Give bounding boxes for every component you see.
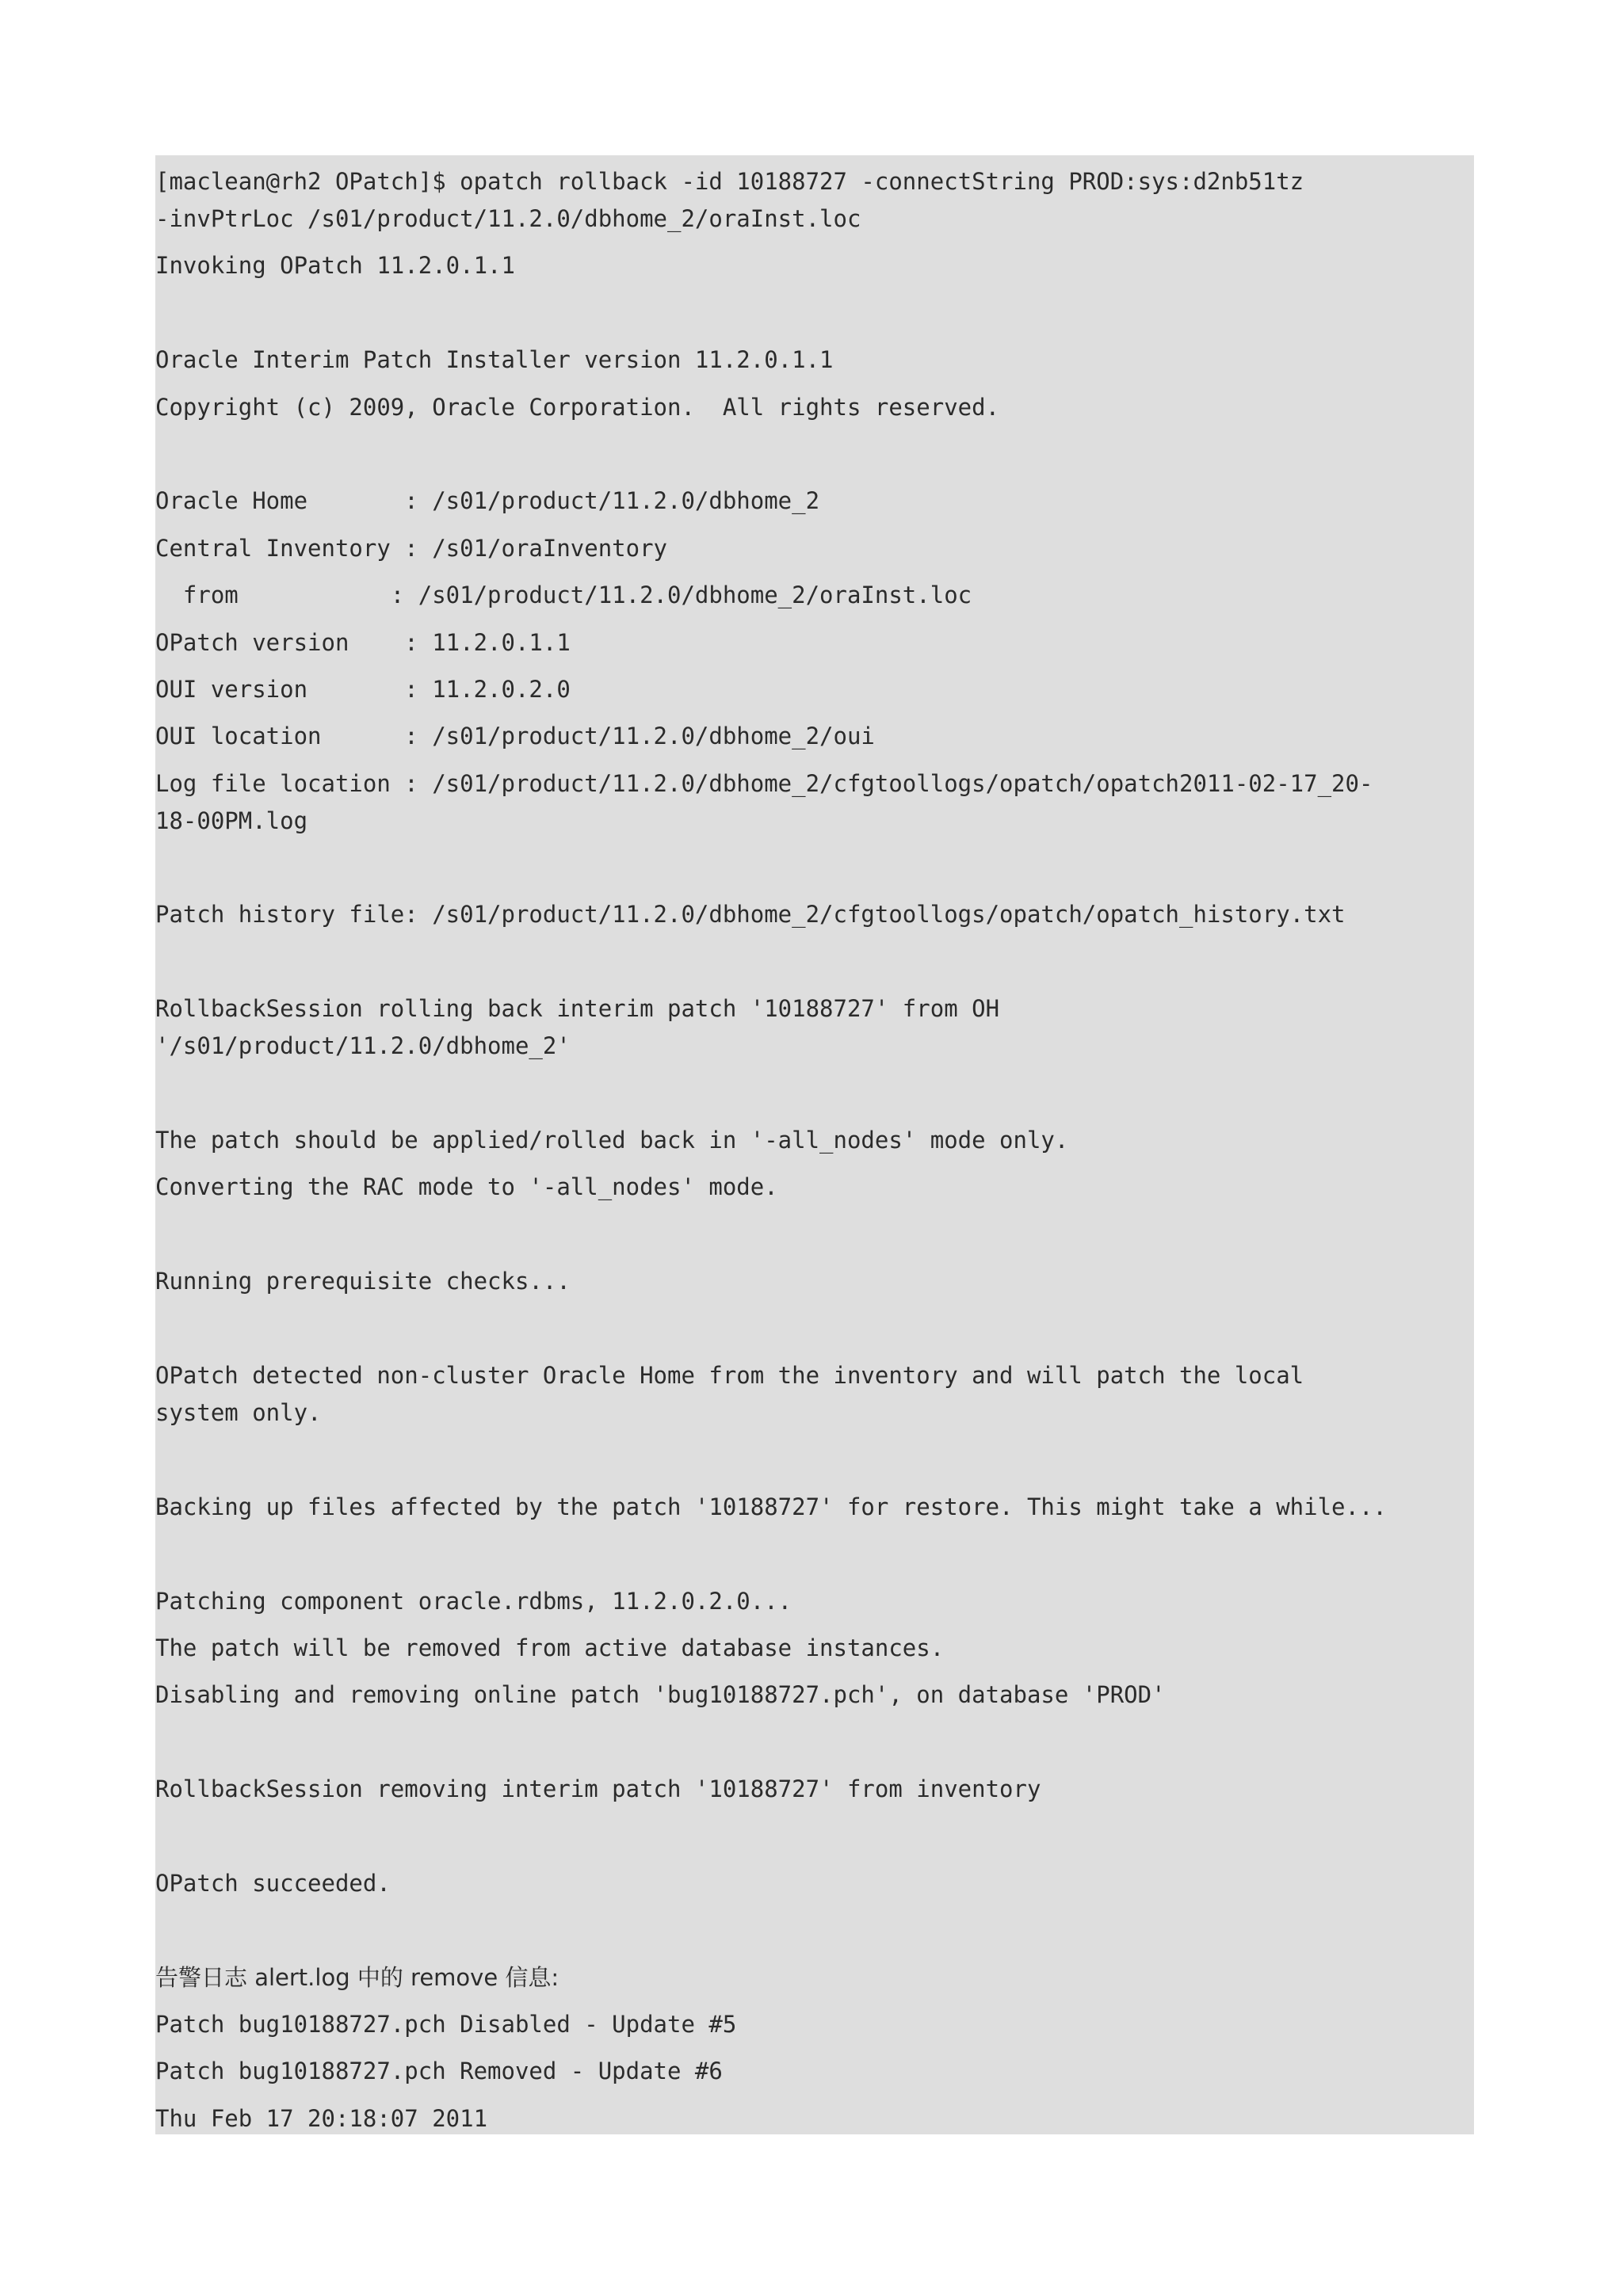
alert-log-heading: 告警日志 alert.log 中的 remove 信息:: [155, 1963, 559, 1991]
code-block: [155, 155, 1474, 2134]
code-line: OPatch succeeded.: [155, 1869, 391, 1897]
code-line: Patch bug10188727.pch Disabled - Update #5: [155, 2011, 737, 2039]
code-line: Copyright (c) 2009, Oracle Corporation. All rights reserved.: [155, 393, 1000, 421]
code-line: Central Inventory : /s01/oraInventory: [155, 534, 668, 562]
blank-line: [155, 1310, 1474, 1357]
code-line: Oracle Home : /s01/product/11.2.0/dbhome_2: [155, 487, 820, 515]
code-line: from : /s01/product/11.2.0/dbhome_2/oraInst.loc: [155, 582, 972, 609]
code-line: Patch history file: /s01/product/11.2.0/dbhome_2/cfgtoollogs/opatch/opatch_history.txt: [155, 901, 1346, 929]
code-line: Log file location : /s01/product/11.2.0/dbhome_2/cfgtoollogs/opatch/opatch2011-02-17_20-: [155, 769, 1373, 797]
code-line: '/s01/product/11.2.0/dbhome_2': [155, 1032, 571, 1060]
code-line: Converting the RAC mode to '-all_nodes' mode.: [155, 1173, 778, 1201]
code-line: OUI version : 11.2.0.2.0: [155, 675, 571, 703]
blank-line: [155, 1075, 1474, 1122]
code-line: [maclean@rh2 OPatch]$ opatch rollback -id 10188727 -connectString PROD:sys:d2nb51tz: [155, 168, 1304, 195]
code-line: Patching component oracle.rdbms, 11.2.0.2.0...: [155, 1587, 792, 1615]
code-line: OPatch version : 11.2.0.1.1: [155, 628, 571, 656]
code-line: Invoking OPatch 11.2.0.1.1: [155, 252, 515, 280]
code-line: The patch should be applied/rolled back in '-all_nodes' mode only.: [155, 1127, 1069, 1154]
code-line: RollbackSession rolling back interim patch '10188727' from OH: [155, 995, 1000, 1023]
blank-line: [155, 1912, 1474, 1958]
code-line: Running prerequisite checks...: [155, 1268, 571, 1295]
code-line: OUI location : /s01/product/11.2.0/dbhome_2/oui: [155, 723, 875, 750]
blank-line: [155, 1216, 1474, 1263]
blank-line: [155, 1535, 1474, 1582]
code-line: The patch will be removed from active database instances.: [155, 1634, 945, 1661]
code-line: RollbackSession removing interim patch '10188727' from inventory: [155, 1775, 1041, 1803]
code-line: Patch bug10188727.pch Removed - Update #6: [155, 2058, 723, 2085]
blank-line: [155, 1818, 1474, 1865]
blank-line: [155, 295, 1474, 341]
code-line: Disabling and removing online patch 'bug10188727.pch', on database 'PROD': [155, 1681, 1166, 1709]
code-line: OPatch detected non-cluster Oracle Home from the inventory and will patch the local: [155, 1361, 1304, 1389]
blank-line: [155, 1441, 1474, 1488]
code-line: 18-00PM.log: [155, 807, 308, 834]
blank-line: [155, 944, 1474, 990]
blank-line: [155, 849, 1474, 896]
code-line: Oracle Interim Patch Installer version 11.2.0.1.1: [155, 346, 834, 374]
code-line: Thu Feb 17 20:18:07 2011: [155, 2104, 488, 2132]
code-line: -invPtrLoc /s01/product/11.2.0/dbhome_2/oraInst.loc: [155, 205, 861, 232]
code-line: system only.: [155, 1398, 322, 1426]
blank-line: [155, 436, 1474, 482]
code-line: Backing up files affected by the patch '10188727' for restore. This might take a while...: [155, 1493, 1387, 1520]
blank-line: [155, 1724, 1474, 1771]
